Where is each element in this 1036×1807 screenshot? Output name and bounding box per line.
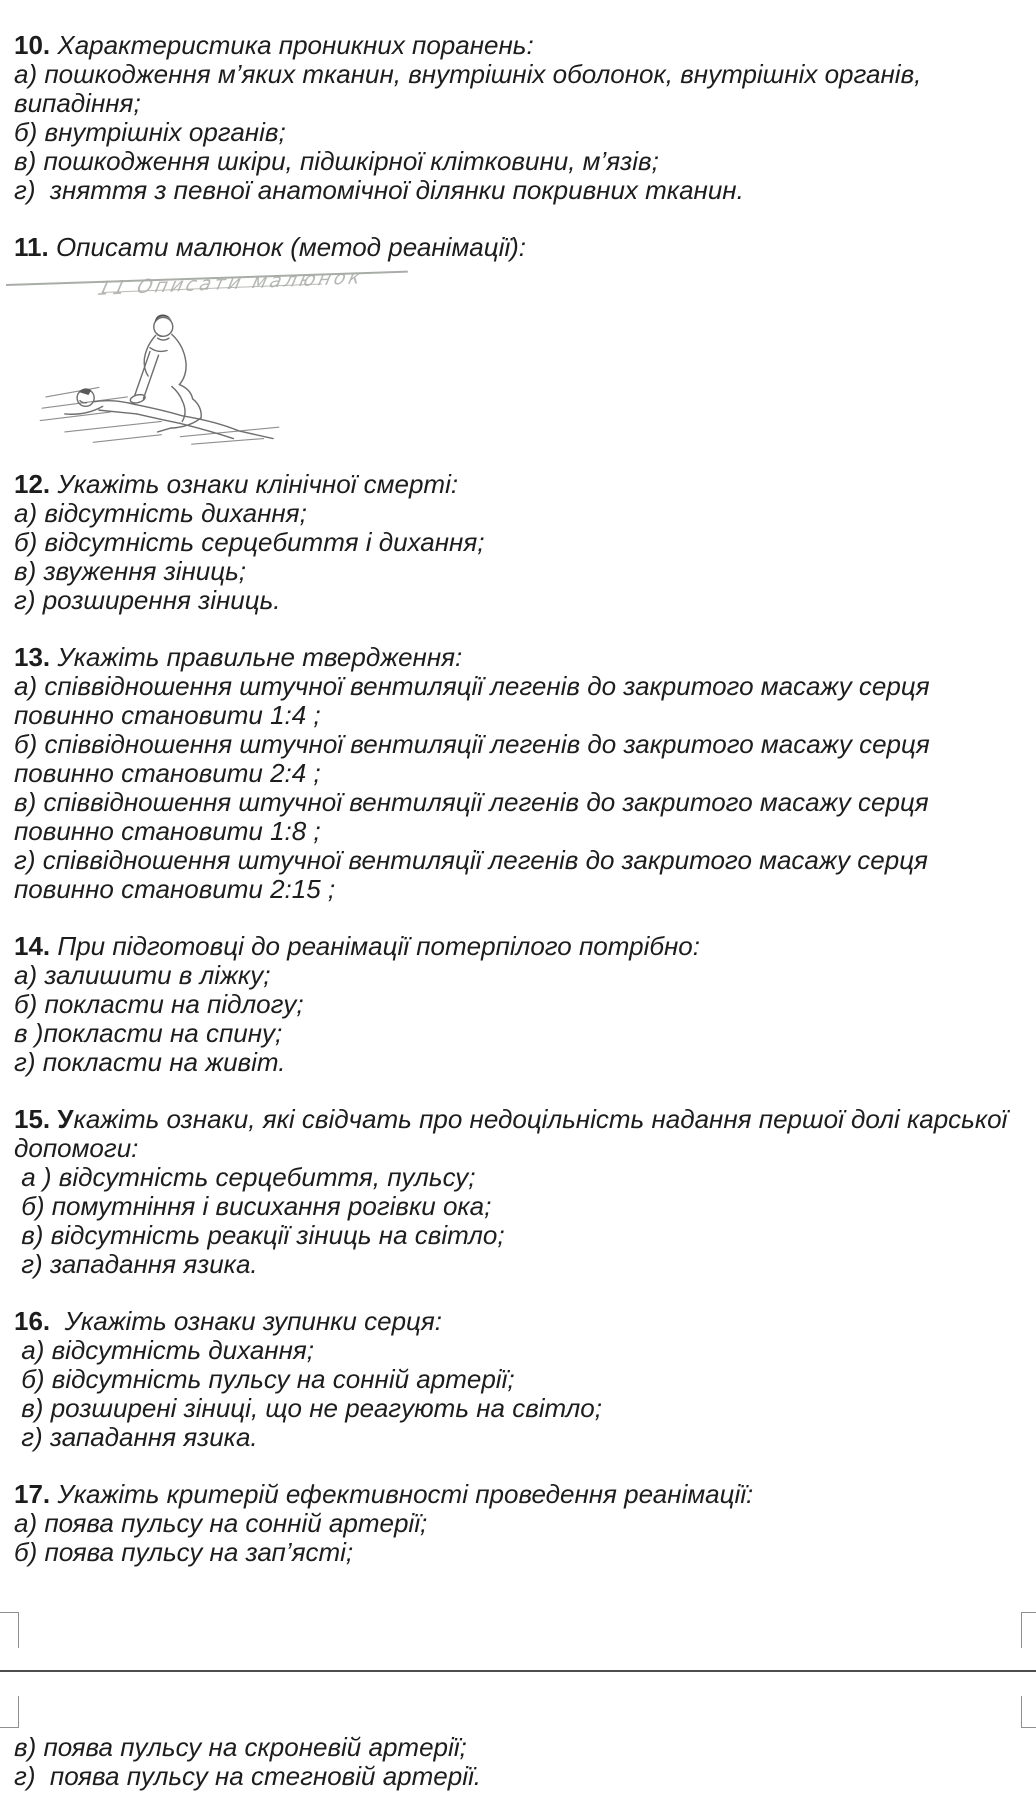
handwriting-zone: [14, 262, 1016, 306]
question-13-option-a: а) співвідношення штучної вентиляції легенів до закритого масажу серця повинно становити 1:4 ;: [14, 671, 937, 730]
page-break: [0, 1567, 1036, 1733]
question-10-option-b: б) внутрішніх органів;: [14, 117, 286, 147]
question-title: Укажіть ознаки клінічної смерті:: [57, 469, 459, 499]
cpr-illustration: [34, 306, 302, 448]
margin-crop-mark-top-right: [1021, 1696, 1036, 1728]
question-12-option-a: а) відсутність дихання;: [14, 498, 307, 528]
question-16-option-v: в) розширені зіниці, що не реагують на світло;: [14, 1393, 602, 1423]
question-number: 16.: [14, 1306, 58, 1336]
question-15-option-g: г) западання язика.: [14, 1249, 258, 1279]
question-15-option-b: б) помутніння і висихання рогівки ока;: [14, 1191, 492, 1221]
question-17-option-a: а) поява пульсу на сонній артерії;: [14, 1508, 428, 1538]
question-15-option-v: в) відсутність реакції зіниць на світло;: [14, 1220, 505, 1250]
question-number: 12.: [14, 469, 58, 499]
question-12-heading: [14, 470, 1016, 499]
question-10-option-a: а) пошкодження м’яких тканин, внутрішніх оболонок, внутрішніх органів, випадіння;: [14, 59, 929, 118]
margin-crop-mark-bottom-right: [1021, 1612, 1036, 1648]
question-10-option-g: г) зняття з певної анатомічної ділянки покривних тканин.: [14, 175, 744, 205]
question-14-option-g: г) покласти на живіт.: [14, 1047, 286, 1077]
question-14-option-v: в )покласти на спину;: [14, 1018, 283, 1048]
margin-crop-mark-bottom-left: [0, 1612, 19, 1648]
question-12-option-b: б) відсутність серцебиття і дихання;: [14, 527, 485, 557]
question-13-option-b: б) співвідношення штучної вентиляції легенів до закритого масажу серця повинно становити 2:4 ;: [14, 729, 937, 788]
question-title: Укажіть критерій ефективності проведення реанімації:: [57, 1479, 754, 1509]
question-number: 13.: [14, 642, 58, 672]
question-number: 17.: [14, 1479, 58, 1509]
question-title: Укажіть ознаки зупинки серця:: [57, 1306, 443, 1336]
question-10: [14, 31, 1016, 205]
question-17-option-b: б) поява пульсу на зап’ясті;: [14, 1537, 354, 1567]
question-title: Характеристика проникних поранень:: [57, 30, 534, 60]
question-16-heading: [14, 1307, 1016, 1336]
question-14-option-b: б) покласти на підлогу;: [14, 989, 304, 1019]
question-11-heading: [14, 233, 1016, 262]
handwritten-annotation: 11 Описати малюнок: [95, 266, 366, 300]
question-16-option-g: г) западання язика.: [14, 1422, 258, 1452]
question-17-heading: [14, 1480, 1016, 1509]
question-12-option-g: г) розширення зіниць.: [14, 585, 281, 615]
ground-hatch-lines: [40, 387, 279, 444]
question-16-option-a: а) відсутність дихання;: [14, 1335, 315, 1365]
question-14: [14, 932, 1016, 1077]
question-16-option-b: б) відсутність пульсу на сонній артерії;: [14, 1364, 515, 1394]
question-13-option-g: г) співвідношення штучної вентиляції легенів до закритого масажу серця повинно становити 2:15 ;: [14, 845, 936, 904]
question-17-option-g: г) поява пульсу на стегновій артерії.: [14, 1761, 481, 1791]
question-title: кажіть ознаки, які свідчать про недоцільність надання першої долі карської допомоги:: [14, 1104, 1015, 1163]
question-13-heading: [14, 643, 1016, 672]
question-13-option-v: в) співвідношення штучної вентиляції легенів до закритого масажу серця повинно становити 1:8 ;: [14, 787, 936, 846]
margin-crop-mark-top-left: [0, 1696, 19, 1728]
question-10-heading: [14, 31, 1016, 60]
question-number: 15. У: [14, 1104, 74, 1134]
next-page-content: [0, 1733, 1036, 1791]
question-number: 10.: [14, 30, 58, 60]
page-break-line: [0, 1670, 1036, 1672]
question-11: [14, 233, 1016, 454]
question-12: [14, 470, 1016, 615]
question-16: [14, 1307, 1016, 1452]
question-17: [14, 1480, 1016, 1567]
question-number: 14.: [14, 931, 58, 961]
question-title: При підготовці до реанімації потерпілого потрібно:: [57, 931, 700, 961]
question-10-option-v: в) пошкодження шкіри, підшкірної клітковини, м’язів;: [14, 146, 659, 176]
question-14-option-a: а) залишити в ліжку;: [14, 960, 271, 990]
question-14-heading: [14, 932, 1016, 961]
question-17-option-v: в) поява пульсу на скроневій артерії;: [14, 1732, 467, 1762]
question-15: [14, 1105, 1016, 1279]
question-12-option-v: в) звуження зіниць;: [14, 556, 247, 586]
question-15-option-a: а ) відсутність серцебиття, пульсу;: [14, 1162, 476, 1192]
question-15-heading: [14, 1105, 1016, 1163]
question-number: 11.: [14, 232, 56, 262]
question-13: [14, 643, 1016, 904]
question-title: Описати малюнок (метод реанімації):: [55, 232, 527, 262]
question-title: Укажіть правильне твердження:: [57, 642, 463, 672]
